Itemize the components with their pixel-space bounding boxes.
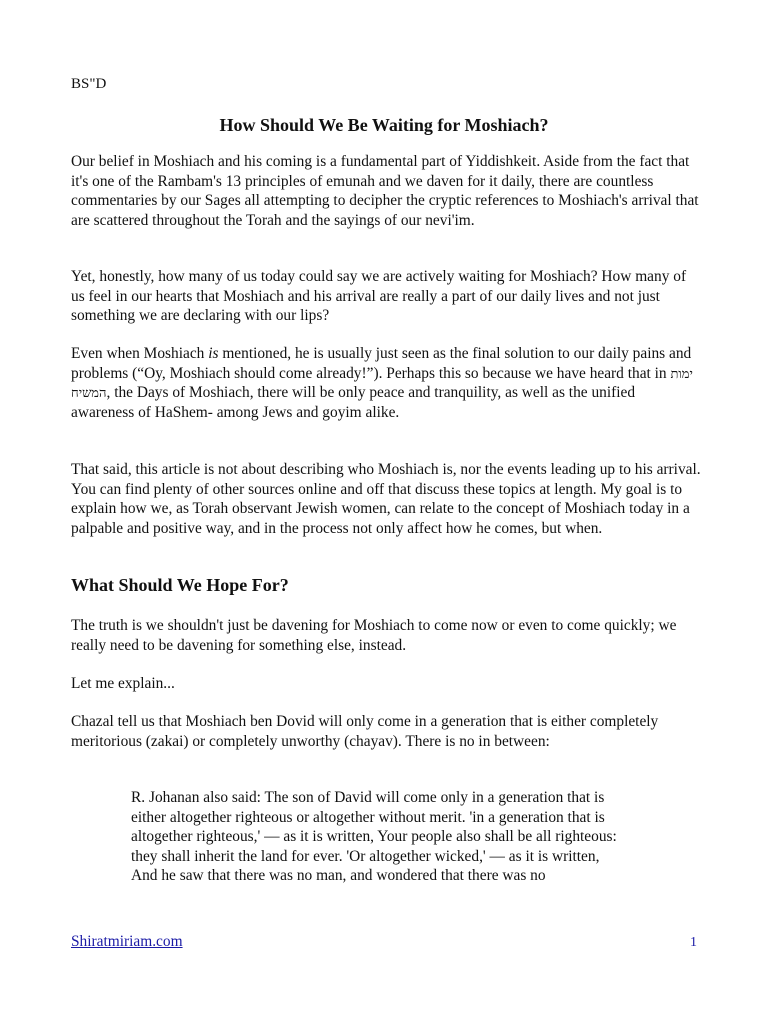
paragraph-5: The truth is we shouldn't just be davening for Moshiach to come now or even to come quickly; we really need to be davening for something else, instead.: [71, 617, 677, 654]
paragraph-7: Chazal tell us that Moshiach ben Dovid will only come in a generation that is either completely meritorious (zakai) or completely unworthy (chayav). There is no in between:: [71, 713, 659, 750]
paragraph-4: That said, this article is not about describing who Moshiach is, nor the events leading up to his arrival. You can find plenty of other sources online and off that discuss these topics at length. My goal is to explain how we, as Torah observant Jewish women, can relate to the concept of Moshiach today in a palpable and positive way, and in the process not only affect how he comes, but when.: [71, 461, 701, 537]
paragraph-3-mid: mentioned, he is usually just seen as the final solution to our daily pains and problems (“Oy, Moshiach should come already!”). Perhaps this so because we have heard that in: [71, 345, 692, 382]
page-number: 1: [690, 935, 697, 950]
paragraph-2: Yet, honestly, how many of us today could say we are actively waiting for Moshiach? How many of us feel in our hearts that Moshiach and his arrival are really a part of our daily lives and not just something we are declaring with our lips?: [71, 268, 687, 324]
paragraph-3-start: Even when Moshiach: [71, 345, 209, 362]
paragraph-1: Our belief in Moshiach and his coming is a fundamental part of Yiddishkeit. Aside from the fact that it's one of the Rambam's 13 principles of emunah and we daven for it daily, there are countless commentaries by our Sages all attempting to decipher the cryptic references to Moshiach's arrival that are scattered throughout the Torah and the sayings of our nevi'im.: [71, 153, 699, 229]
footer-site-link[interactable]: Shiratmiriam.com: [71, 933, 183, 950]
block-quote: R. Johanan also said: The son of David will come only in a generation that is either altogether righteous or altogether without merit. 'in a generation that is altogether righteous,' — as it is written, Your people also shall be all righteous: they shall inherit the land for ever. 'Or altogether wicked,' — as it is written, And he saw that there was no man, and wondered that there was no: [131, 789, 617, 884]
paragraph-3-italic: is: [208, 345, 219, 362]
paragraph-3: [71, 344, 701, 422]
paragraph-3-end: , the Days of Moshiach, there will be only peace and tranquility, as well as the unified awareness of HaShem- among Jews and goyim alike.: [71, 384, 636, 421]
section-heading: What Should We Hope For?: [71, 575, 289, 595]
page-title: How Should We Be Waiting for Moshiach?: [219, 115, 549, 135]
paragraph-6: Let me explain...: [71, 675, 175, 692]
hebrew-phrase: ימות המשיח: [71, 365, 693, 400]
header-mark: BS"D: [71, 76, 107, 92]
